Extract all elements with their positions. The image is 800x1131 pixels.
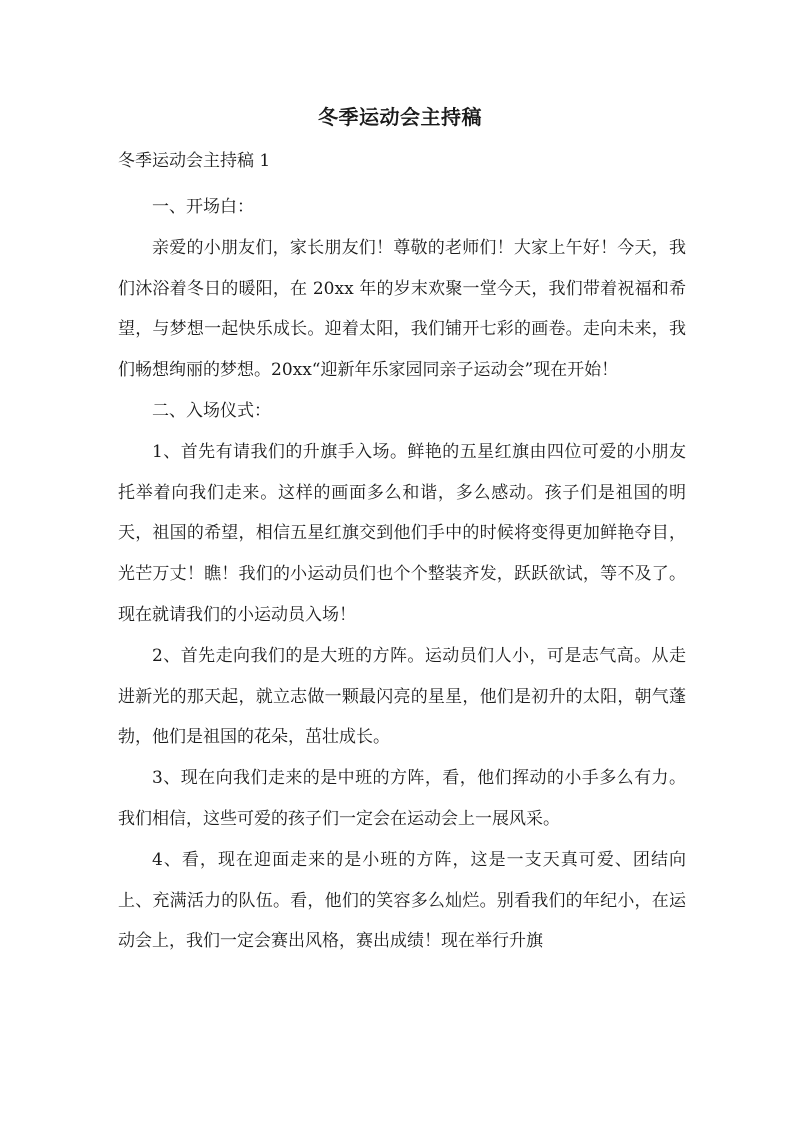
document-title: 冬季运动会主持稿 <box>318 105 482 129</box>
paragraph-junior-class: 4、看，现在迎面走来的是小班的方阵，这是一支天真可爱、团结向上、充满活力的队伍。看，他们的笑容多么灿烂。别看我们的年纪小，在运动会上，我们一定会赛出风格，赛出成绩！现在举行升旗 <box>118 849 686 952</box>
paragraph-flag-bearers: 1、首先有请我们的升旗手入场。鲜艳的五星红旗由四位可爱的小朋友托举着向我们走来。这样的画面多么和谐，多么感动。孩子们是祖国的明天，祖国的希望，相信五星红旗交到他们手中的时候将变得更加鲜艳夺目，光芒万丈！瞧！我们的小运动员们也个个整装齐发，跃跃欲试，等不及了。现在就请我们的小运动员入场！ <box>118 441 686 625</box>
document-subtitle: 冬季运动会主持稿 1 <box>118 151 271 171</box>
section-heading-opening: 一、开场白： <box>152 197 254 217</box>
paragraph-senior-class: 2、首先走向我们的是大班的方阵。运动员们人小，可是志气高。从走进新光的那天起，就立志做一颗最闪亮的星星，他们是初升的太阳，朝气蓬勃，他们是祖国的花朵，茁壮成长。 <box>118 645 686 748</box>
paragraph-opening-remarks: 亲爱的小朋友们，家长朋友们！尊敬的老师们！大家上午好！今天，我们沐浴着冬日的暖阳，在 20xx 年的岁末欢聚一堂今天，我们带着祝福和希望，与梦想一起快乐成长。迎着太阳，我们铺开七彩的画卷。走向未来，我们畅想绚丽的梦想。20xx“迎新年乐家园同亲子运动会”现在开始！ <box>118 237 686 381</box>
document-body <box>118 187 686 962</box>
section-heading-entrance: 二、入场仪式： <box>152 400 271 421</box>
paragraph-middle-class: 3、现在向我们走来的是中班的方阵，看，他们挥动的小手多么有力。我们相信，这些可爱的孩子们一定会在运动会上一展风采。 <box>118 768 686 829</box>
